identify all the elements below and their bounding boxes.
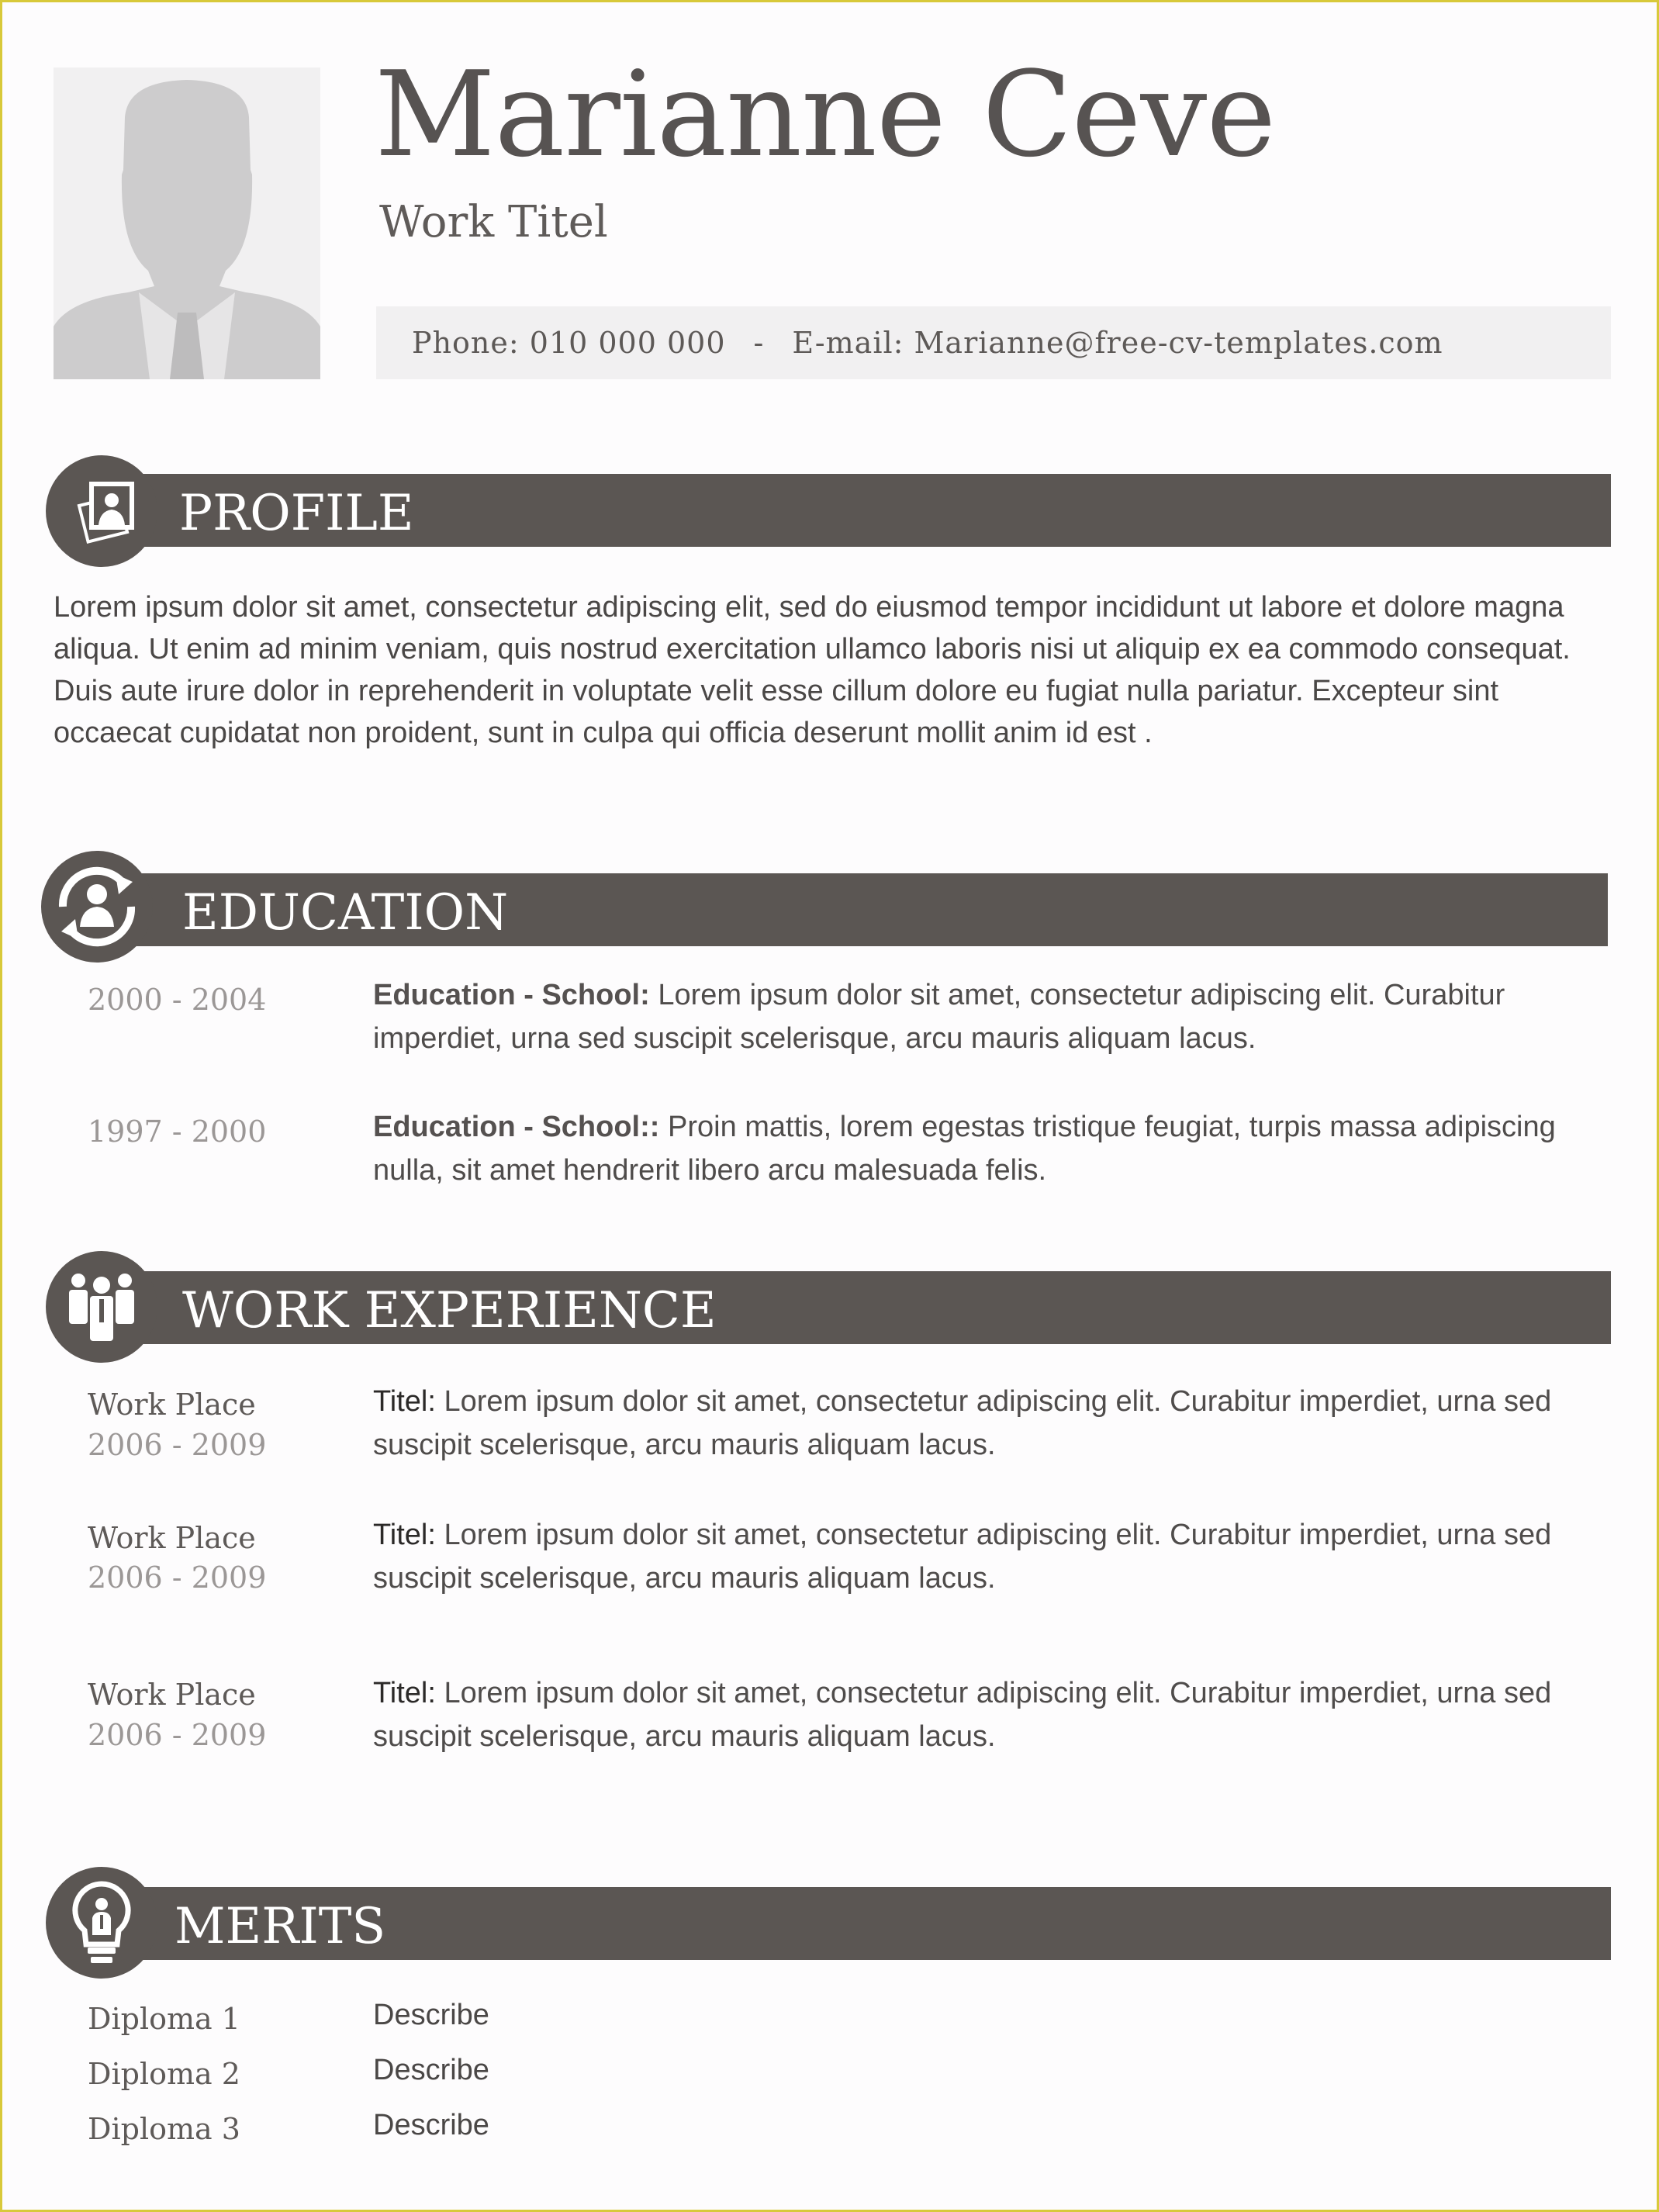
work-description: Lorem ipsum dolor sit amet, consectetur adipiscing elit. Curabitur imperdiet, urna sed suscipit scelerisque, arcu mauris aliquam lacus. <box>373 1385 1552 1461</box>
section-badge-work <box>46 1251 157 1363</box>
education-description: Lorem ipsum dolor sit amet, consectetur adipiscing elit. Curabitur imperdiet, urna sed suscipit scelerisque, arcu mauris aliquam lacus. <box>373 979 1505 1055</box>
section-header-merits <box>119 1887 1611 1960</box>
person-cycle-icon <box>41 851 153 963</box>
section-header-work <box>119 1271 1611 1344</box>
education-description: Proin mattis, lorem egestas tristique feugiat, turpis massa adipiscing nulla, sit amet hendrerit libero arcu malesuada felis. <box>373 1111 1556 1187</box>
education-label: Education - School: <box>373 979 650 1011</box>
work-description: Lorem ipsum dolor sit amet, consectetur adipiscing elit. Curabitur imperdiet, urna sed suscipit scelerisque, arcu mauris aliquam lacus. <box>373 1677 1552 1753</box>
work-label: Titel: <box>373 1519 436 1551</box>
section-badge-profile <box>46 455 157 567</box>
merit-description: Describe <box>373 1999 489 2031</box>
education-entry <box>373 1105 1583 1192</box>
work-place: Work Place <box>88 1388 256 1422</box>
section-header-profile <box>119 474 1611 547</box>
work-years: 2006 - 2009 <box>88 1718 267 1752</box>
candidate-name: Marianne Ceve <box>375 46 1276 183</box>
education-label: Education - School:: <box>373 1111 660 1143</box>
section-title-education: EDUCATION <box>182 884 509 942</box>
education-years: 1997 - 2000 <box>88 1115 267 1149</box>
section-badge-merits <box>46 1867 157 1979</box>
phone-text: Phone: 010 000 000 <box>412 326 726 360</box>
work-place: Work Place <box>88 1678 256 1712</box>
email-text: E-mail: Marianne@free-cv-templates.com <box>792 326 1443 360</box>
work-years: 2006 - 2009 <box>88 1428 267 1462</box>
work-label: Titel: <box>373 1385 436 1418</box>
merit-name: Diploma 3 <box>88 2112 240 2146</box>
work-title: Work Titel <box>379 197 608 247</box>
work-place: Work Place <box>88 1521 256 1555</box>
contact-bar <box>376 306 1611 379</box>
work-entry <box>373 1380 1583 1467</box>
work-entry <box>373 1513 1583 1600</box>
lightbulb-person-icon <box>46 1867 157 1979</box>
education-years: 2000 - 2004 <box>88 983 267 1017</box>
work-years: 2006 - 2009 <box>88 1560 267 1595</box>
section-title-profile: PROFILE <box>179 485 414 542</box>
id-photo-icon <box>46 455 157 567</box>
merit-description: Describe <box>373 2054 489 2086</box>
avatar-silhouette-icon <box>54 67 320 379</box>
merit-name: Diploma 2 <box>88 2057 240 2091</box>
profile-text: Lorem ipsum dolor sit amet, consectetur adipiscing elit, sed do eiusmod tempor incididunt ut labore et dolore magna aliqua. Ut enim ad minim veniam, quis nostrud exercitation ullamco laboris nisi ut aliquip ex ea commodo consequat. Duis aute irure dolor in reprehenderit in voluptate velit esse cillum dolore eu fugiat nulla pariatur. Excepteur sint occaecat cupidatat non proident, sunt in culpa qui officia deserunt mollit anim id est . <box>54 591 1571 749</box>
profile-photo-placeholder <box>54 67 320 379</box>
education-entry <box>373 973 1583 1060</box>
merit-description: Describe <box>373 2109 489 2141</box>
contact-separator: - <box>753 326 765 360</box>
work-label: Titel: <box>373 1677 436 1709</box>
section-badge-education <box>41 851 153 963</box>
team-icon <box>46 1251 157 1363</box>
work-description: Lorem ipsum dolor sit amet, consectetur adipiscing elit. Curabitur imperdiet, urna sed suscipit scelerisque, arcu mauris aliquam lacus. <box>373 1519 1552 1595</box>
section-title-merits: MERITS <box>175 1898 386 1955</box>
merit-name: Diploma 1 <box>88 2002 240 2036</box>
work-entry <box>373 1671 1583 1758</box>
section-title-work: WORK EXPERIENCE <box>182 1282 717 1339</box>
section-header-education <box>119 873 1608 946</box>
